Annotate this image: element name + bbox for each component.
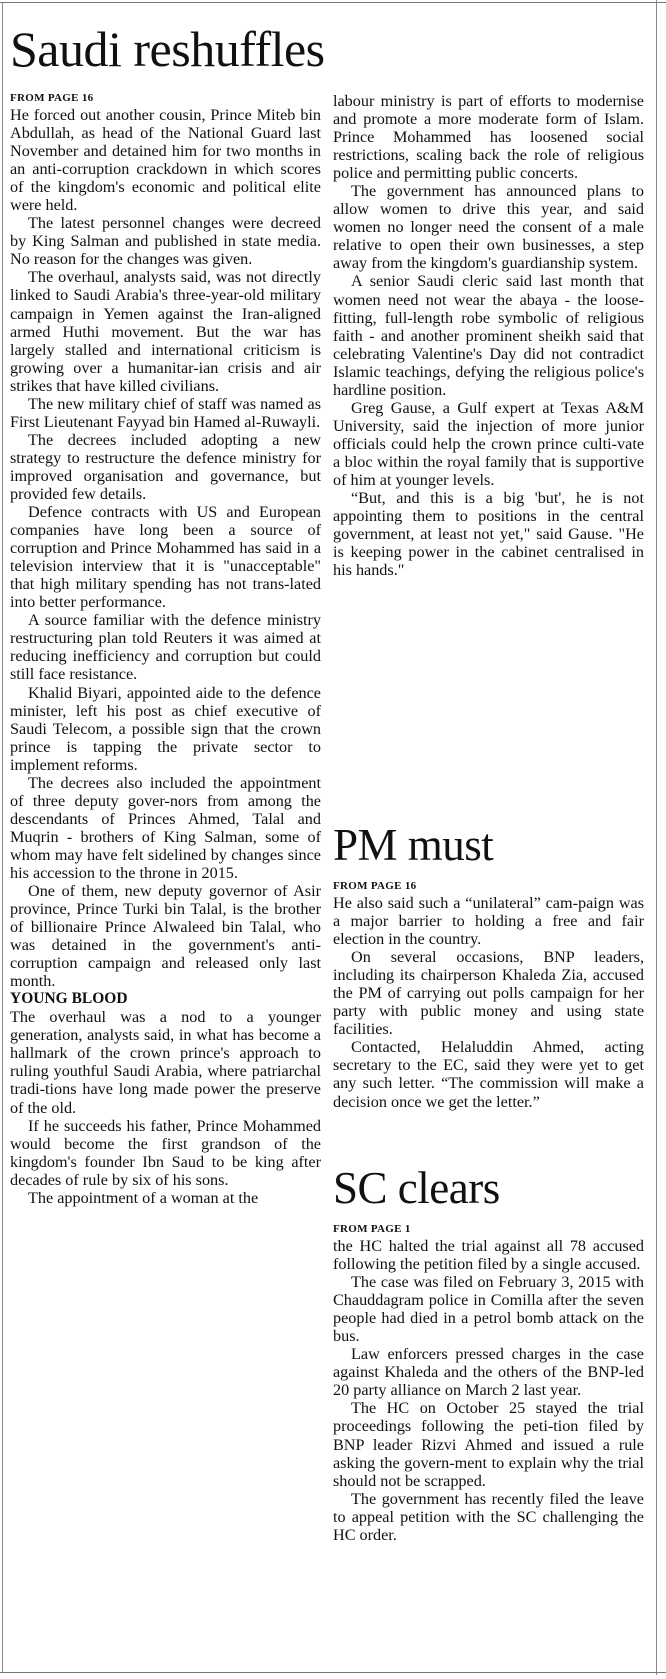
article-paragraph: On several occasions, BNP leaders, including its chairperson Khaleda Zia, accused the PM of carrying out polls campaign for her party with public money and using state facilities. xyxy=(333,948,644,1039)
article-paragraph: He also said such a “unilateral” cam-paign was a major barrier to holding a free and fair election in the country. xyxy=(333,894,644,949)
from-page-label: FROM PAGE 1 xyxy=(333,1223,411,1235)
article-paragraph: Khalid Biyari, appointed aide to the defence minister, left his post as chief executive of Saudi Telecom, a possible sign that the crown prince is tapping the private sector to implement reforms. xyxy=(10,683,321,774)
article-paragraph: One of them, new deputy governor of Asir province, Prince Turki bin Talal, is the brother of billionaire Prince Alwaleed bin Talal, who was detained in the government's anti-corruption campaign and released only last month. xyxy=(10,882,321,991)
article-paragraph: A source familiar with the defence ministry restructuring plan told Reuters it was aimed at reducing inefficiency and corruption but could still face resistance. xyxy=(10,611,321,684)
article-paragraph: The HC on October 25 stayed the trial proceedings following the peti-tion filed by BNP leader Rizvi Ahmed and issued a rule asking the govern-ment to explain why the trial should not be scrapped. xyxy=(333,1399,644,1490)
pm-article-body xyxy=(333,880,644,1111)
article-paragraph: The appointment of a woman at the xyxy=(28,1188,259,1207)
article-paragraph: The decrees also included the appointment of three deputy gover-nors from among the descendants of Princes Ahmed, Talal and Muqrin - brothers of King Salman, some of whom may have felt sidelined by changes since his accession to the throne in 2015. xyxy=(10,773,321,882)
headline-pm-must: PM must xyxy=(333,820,494,870)
sc-article-body xyxy=(333,1223,644,1544)
article-paragraph: The case was filed on February 3, 2015 with Chauddagram police in Comilla after the seven people had died in a petrol bomb attack on the bus. xyxy=(333,1273,644,1346)
article-paragraph: The government has recently filed the leave to appeal petition with the SC challenging the HC order. xyxy=(333,1489,644,1544)
article-paragraph: Defence contracts with US and European companies have long been a source of corruption and Prince Mohammed has said in a television interview that it is "unacceptable" that high military spending has not trans-lated into better performance. xyxy=(10,503,321,612)
right-rule xyxy=(656,0,657,1675)
saudi-article-right-column xyxy=(333,92,644,579)
left-rule xyxy=(2,2,3,1672)
article-paragraph: If he succeeds his father, Prince Mohammed would become the first grandson of the kingdom's founder Ibn Saud to be king after decades of rule by six of his sons. xyxy=(10,1116,321,1189)
article-paragraph: He forced out another cousin, Prince Miteb bin Abdullah, as head of the National Guard last November and detained him for two months in an anti-corruption crackdown in which scores of the kingdom's economic and political elite were held. xyxy=(10,106,321,215)
article-paragraph: The government has announced plans to allow women to drive this year, and said women no longer need the consent of a male relative to open their own businesses, a step away from the kingdom's guardianship system. xyxy=(333,182,644,273)
article-paragraph: labour ministry is part of efforts to modernise and promote a more moderate form of Islam. Prince Mohammed has loosened social restrictions, scaling back the role of religious police and permitting public concerts. xyxy=(333,92,644,183)
article-paragraph: Law enforcers pressed charges in the case against Khaleda and the others of the BNP-led 20 party alliance on March 2 last year. xyxy=(333,1345,644,1400)
article-paragraph: A senior Saudi cleric said last month that women need not wear the abaya - the loose-fitting, full-length robe symbolic of religious faith - and another prominent sheikh said that celebrating Valentine's Day did not contradict Islamic teachings, defying the religious police's hardline position. xyxy=(333,272,644,399)
subhead-young-blood: YOUNG BLOOD xyxy=(10,990,128,1008)
headline-saudi-reshuffles: Saudi reshuffles xyxy=(10,21,325,77)
article-paragraph: The overhaul, analysts said, was not directly linked to Saudi Arabia's three-year-old military campaign in Yemen against the Iran-aligned armed Huthi movement. But the war has largely stalled and international criticism is growing over a humanitar-ian crisis and air strikes that have killed civilians. xyxy=(10,268,321,395)
article-paragraph: The decrees included adopting a new strategy to restructure the defence ministry for improved organisation and governance, but provided few details. xyxy=(10,430,321,503)
saudi-article-left-column xyxy=(10,92,321,1207)
article-paragraph: “But, and this is a big 'but', he is not appointing them to positions in the central government, at least not yet," said Gause. "He is keeping power in the cabinet centralised in his hands." xyxy=(333,489,644,580)
article-paragraph: The overhaul was a nod to a younger generation, analysts said, in what has become a hallmark of the crown prince's approach to ruling youthful Saudi Arabia, where patriarchal tradi-tions have long made power the preserve of the old. xyxy=(10,1008,321,1117)
top-rule xyxy=(0,2,666,3)
from-page-label: FROM PAGE 16 xyxy=(10,92,94,104)
article-paragraph: The new military chief of staff was named as First Lieutenant Fayyad bin Hamed al-Ruwayli. xyxy=(10,394,321,431)
from-page-label: FROM PAGE 16 xyxy=(333,880,417,892)
article-paragraph: Contacted, Helaluddin Ahmed, acting secretary to the EC, said they were yet to get any such letter. “The commission will make a decision once we get the letter.” xyxy=(333,1038,644,1111)
article-paragraph: the HC halted the trial against all 78 accused following the petition filed by a single accused. xyxy=(333,1237,644,1274)
article-paragraph: Greg Gause, a Gulf expert at Texas A&M University, said the injection of more junior officials could help the crown prince culti-vate a bloc within the royal family that is supportive of him at younger levels. xyxy=(333,398,644,489)
article-paragraph: The latest personnel changes were decreed by King Salman and published in state media. No reason for the changes was given. xyxy=(10,214,321,269)
headline-sc-clears: SC clears xyxy=(333,1163,500,1213)
bottom-rule xyxy=(0,1672,666,1673)
